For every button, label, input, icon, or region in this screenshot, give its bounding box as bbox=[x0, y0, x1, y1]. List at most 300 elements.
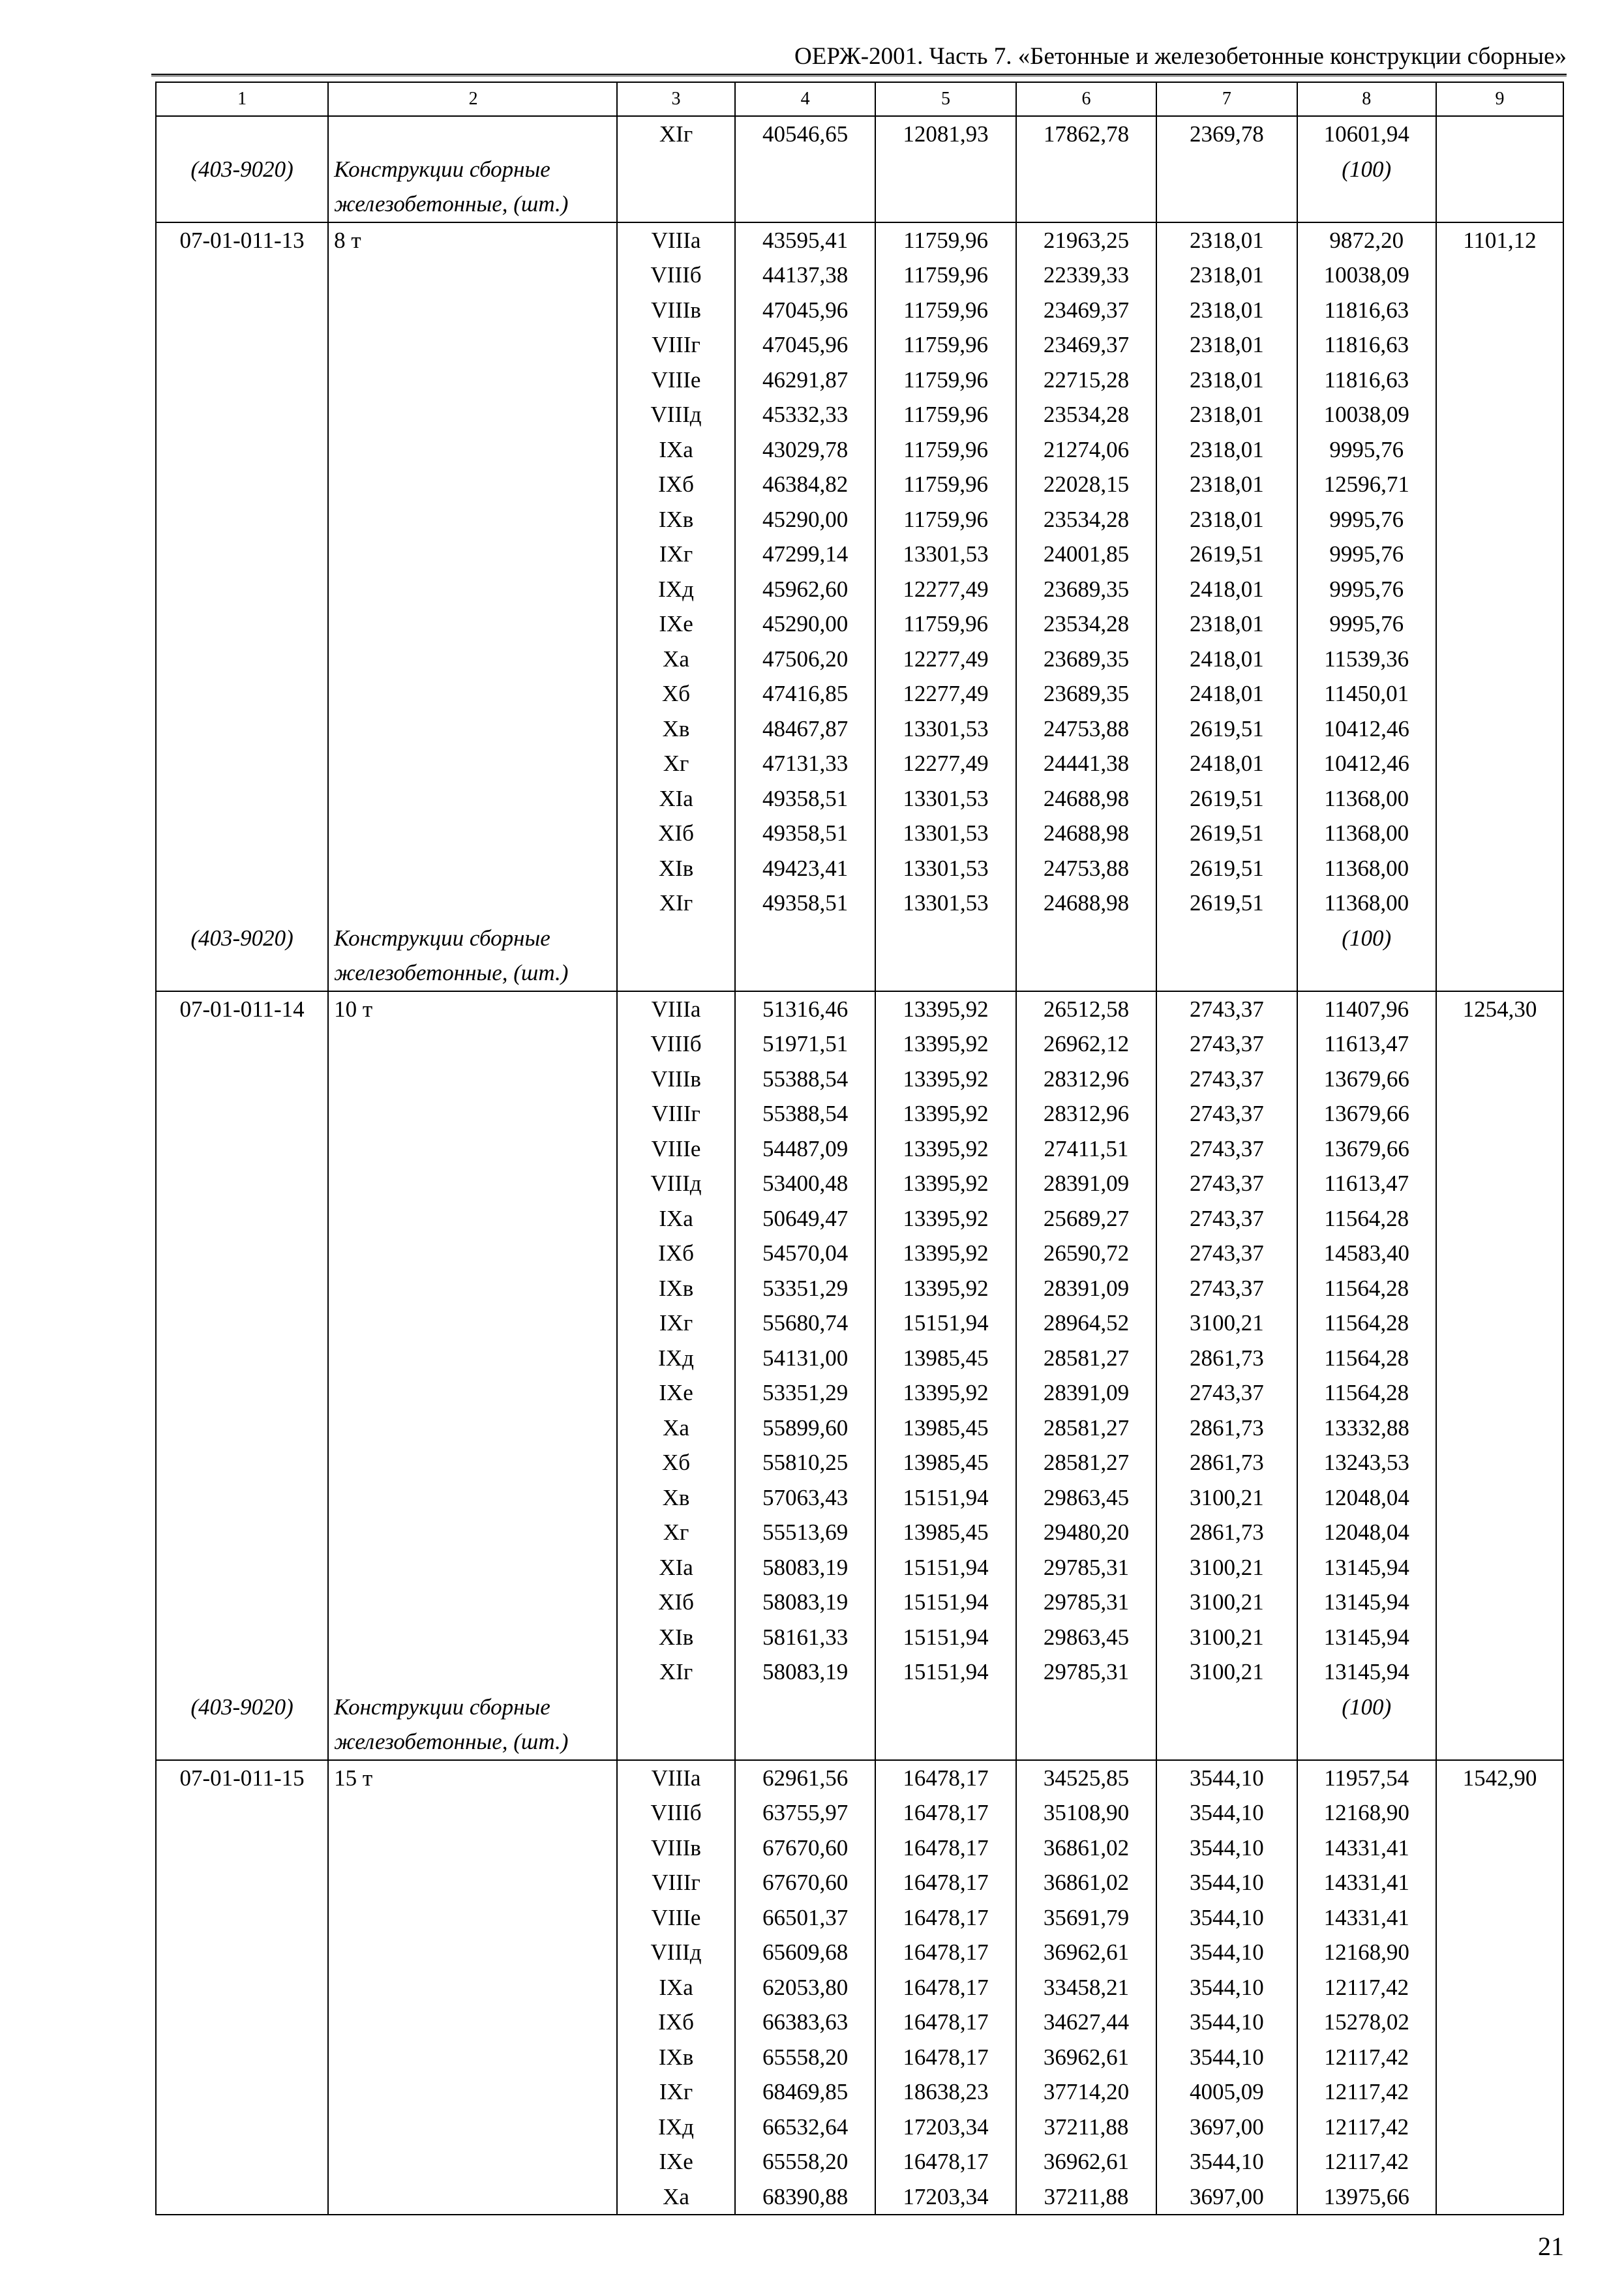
value-cell: 2743,37 bbox=[1156, 1201, 1297, 1236]
table-row bbox=[156, 2040, 1563, 2075]
code-cell bbox=[156, 327, 328, 363]
code-cell bbox=[156, 1201, 328, 1236]
value-cell: 15151,94 bbox=[875, 1306, 1015, 1341]
value-cell: 57063,43 bbox=[735, 1480, 875, 1516]
value-cell: 37714,20 bbox=[1016, 2074, 1156, 2110]
code-cell bbox=[156, 1026, 328, 1062]
value-cell: 14583,40 bbox=[1297, 1236, 1436, 1271]
value-cell: VIIIв bbox=[617, 293, 735, 328]
name-cell bbox=[328, 1062, 617, 1097]
value-cell: 11759,96 bbox=[875, 327, 1015, 363]
name-cell bbox=[328, 1654, 617, 1690]
value-cell: 40546,65 bbox=[735, 116, 875, 152]
value-cell: 11368,00 bbox=[1297, 781, 1436, 816]
value-cell: 16478,17 bbox=[875, 1795, 1015, 1831]
value-cell: 12081,93 bbox=[875, 116, 1015, 152]
material-name: Конструкции сборные bbox=[328, 1690, 617, 1725]
name-cell bbox=[328, 1550, 617, 1585]
value-cell: VIIIв bbox=[617, 1831, 735, 1866]
value-cell: 11564,28 bbox=[1297, 1271, 1436, 1306]
total-cell: 1254,30 bbox=[1436, 991, 1563, 1027]
value-cell: 45290,00 bbox=[735, 606, 875, 642]
column-number-row bbox=[156, 82, 1563, 116]
table-row bbox=[156, 816, 1563, 851]
value-cell: 54570,04 bbox=[735, 1236, 875, 1271]
total-cell bbox=[1436, 258, 1563, 293]
total-cell bbox=[1436, 711, 1563, 747]
header-rule bbox=[151, 74, 1567, 76]
table-row bbox=[156, 676, 1563, 711]
total-cell bbox=[1436, 293, 1563, 328]
table-row bbox=[156, 432, 1563, 468]
value-cell: Xв bbox=[617, 711, 735, 747]
value-cell: 2861,73 bbox=[1156, 1515, 1297, 1550]
value-cell: 11539,36 bbox=[1297, 642, 1436, 677]
value-cell: VIIIв bbox=[617, 1062, 735, 1097]
code-cell bbox=[156, 502, 328, 537]
value-cell: 3100,21 bbox=[1156, 1306, 1297, 1341]
empty-cell bbox=[875, 1690, 1015, 1725]
value-cell: 29785,31 bbox=[1016, 1585, 1156, 1620]
value-cell: 11957,54 bbox=[1297, 1760, 1436, 1796]
value-cell: 12117,42 bbox=[1297, 2110, 1436, 2145]
table-row bbox=[156, 1271, 1563, 1306]
table-row bbox=[156, 1236, 1563, 1271]
value-cell: 13395,92 bbox=[875, 1201, 1015, 1236]
total-cell bbox=[1436, 781, 1563, 816]
value-cell: 36861,02 bbox=[1016, 1831, 1156, 1866]
code-cell bbox=[156, 1900, 328, 1936]
value-cell: 68390,88 bbox=[735, 2179, 875, 2215]
value-cell: 11368,00 bbox=[1297, 816, 1436, 851]
value-cell: 34627,44 bbox=[1016, 2005, 1156, 2040]
empty-cell bbox=[735, 955, 875, 991]
name-cell bbox=[328, 2040, 617, 2075]
value-cell: VIIIб bbox=[617, 1795, 735, 1831]
code-cell bbox=[156, 676, 328, 711]
value-cell: 21963,25 bbox=[1016, 222, 1156, 258]
total-cell bbox=[1436, 2144, 1563, 2179]
value-cell: 13985,45 bbox=[875, 1445, 1015, 1480]
code-cell bbox=[156, 1865, 328, 1900]
value-cell: 11816,63 bbox=[1297, 327, 1436, 363]
name-cell bbox=[328, 2074, 617, 2110]
value-cell: 4005,09 bbox=[1156, 2074, 1297, 2110]
value-cell: XIа bbox=[617, 781, 735, 816]
value-cell: 22339,33 bbox=[1016, 258, 1156, 293]
total-cell bbox=[1436, 2005, 1563, 2040]
value-cell: 10412,46 bbox=[1297, 711, 1436, 747]
value-cell: 28581,27 bbox=[1016, 1341, 1156, 1376]
table-row bbox=[156, 2144, 1563, 2179]
total-cell bbox=[1436, 1411, 1563, 1446]
name-cell bbox=[328, 572, 617, 607]
value-cell: 13395,92 bbox=[875, 991, 1015, 1027]
name-cell bbox=[328, 851, 617, 886]
code-cell bbox=[156, 537, 328, 572]
name-cell bbox=[328, 1096, 617, 1131]
empty-cell bbox=[617, 187, 735, 222]
name-cell bbox=[328, 606, 617, 642]
empty-cell bbox=[875, 152, 1015, 187]
name-cell bbox=[328, 1515, 617, 1550]
value-cell: 13301,53 bbox=[875, 711, 1015, 747]
value-cell: 23534,28 bbox=[1016, 606, 1156, 642]
column-number: 3 bbox=[617, 82, 735, 116]
empty-cell bbox=[1297, 1724, 1436, 1760]
value-cell: 47045,96 bbox=[735, 327, 875, 363]
empty-cell bbox=[1156, 152, 1297, 187]
value-cell: 67670,60 bbox=[735, 1831, 875, 1866]
value-cell: Xа bbox=[617, 2179, 735, 2215]
code-cell bbox=[156, 1585, 328, 1620]
empty-cell bbox=[1436, 152, 1563, 187]
value-cell: 2743,37 bbox=[1156, 991, 1297, 1027]
name-cell bbox=[328, 1166, 617, 1201]
column-number: 9 bbox=[1436, 82, 1563, 116]
total-cell bbox=[1436, 1970, 1563, 2005]
value-cell: 2743,37 bbox=[1156, 1026, 1297, 1062]
value-cell: 37211,88 bbox=[1016, 2179, 1156, 2215]
total-cell bbox=[1436, 1585, 1563, 1620]
value-cell: 22715,28 bbox=[1016, 363, 1156, 398]
value-cell: 11368,00 bbox=[1297, 851, 1436, 886]
empty-cell bbox=[735, 1690, 875, 1725]
name-cell bbox=[328, 642, 617, 677]
value-cell: 58083,19 bbox=[735, 1550, 875, 1585]
value-cell: IXд bbox=[617, 572, 735, 607]
value-cell: 26962,12 bbox=[1016, 1026, 1156, 1062]
table-row bbox=[156, 1585, 1563, 1620]
value-cell: 29480,20 bbox=[1016, 1515, 1156, 1550]
total-cell bbox=[1436, 1654, 1563, 1690]
value-cell: 49423,41 bbox=[735, 851, 875, 886]
value-cell: 11816,63 bbox=[1297, 363, 1436, 398]
code-cell bbox=[156, 886, 328, 921]
total-cell bbox=[1436, 2110, 1563, 2145]
value-cell: Xб bbox=[617, 1445, 735, 1480]
value-cell: 3544,10 bbox=[1156, 1900, 1297, 1936]
table-row bbox=[156, 642, 1563, 677]
name-cell bbox=[328, 327, 617, 363]
value-cell: 15151,94 bbox=[875, 1620, 1015, 1655]
value-cell: 11759,96 bbox=[875, 397, 1015, 432]
value-cell: 2619,51 bbox=[1156, 851, 1297, 886]
value-cell: 26590,72 bbox=[1016, 1236, 1156, 1271]
value-cell: 17203,34 bbox=[875, 2179, 1015, 2215]
value-cell: VIIIб bbox=[617, 258, 735, 293]
empty-cell bbox=[875, 955, 1015, 991]
empty-cell bbox=[735, 187, 875, 222]
material-qty: (100) bbox=[1297, 921, 1436, 956]
empty-cell bbox=[1156, 955, 1297, 991]
value-cell: IXг bbox=[617, 2074, 735, 2110]
name-cell: 10 т bbox=[328, 991, 617, 1027]
name-cell bbox=[328, 1411, 617, 1446]
value-cell: 13395,92 bbox=[875, 1271, 1015, 1306]
material-row bbox=[156, 152, 1563, 187]
value-cell: 2861,73 bbox=[1156, 1341, 1297, 1376]
empty-cell bbox=[1016, 187, 1156, 222]
value-cell: 28391,09 bbox=[1016, 1375, 1156, 1411]
value-cell: 13301,53 bbox=[875, 816, 1015, 851]
value-cell: 12168,90 bbox=[1297, 1935, 1436, 1970]
column-number: 2 bbox=[328, 82, 617, 116]
name-cell bbox=[328, 1480, 617, 1516]
empty-cell bbox=[617, 921, 735, 956]
total-cell bbox=[1436, 2074, 1563, 2110]
material-qty: (100) bbox=[1297, 1690, 1436, 1725]
empty-cell bbox=[875, 1724, 1015, 1760]
name-cell bbox=[328, 2005, 617, 2040]
code-cell bbox=[156, 606, 328, 642]
name-cell bbox=[328, 1585, 617, 1620]
value-cell: 66532,64 bbox=[735, 2110, 875, 2145]
value-cell: 25689,27 bbox=[1016, 1201, 1156, 1236]
rates-table bbox=[155, 82, 1564, 2215]
value-cell: 28391,09 bbox=[1016, 1271, 1156, 1306]
value-cell: 37211,88 bbox=[1016, 2110, 1156, 2145]
column-number: 6 bbox=[1016, 82, 1156, 116]
empty-cell bbox=[617, 1690, 735, 1725]
value-cell: 9995,76 bbox=[1297, 572, 1436, 607]
value-cell: Xа bbox=[617, 1411, 735, 1446]
value-cell: 23469,37 bbox=[1016, 293, 1156, 328]
value-cell: 51316,46 bbox=[735, 991, 875, 1027]
total-cell bbox=[1436, 642, 1563, 677]
value-cell: 13395,92 bbox=[875, 1236, 1015, 1271]
name-cell bbox=[328, 258, 617, 293]
value-cell: 16478,17 bbox=[875, 1970, 1015, 2005]
name-cell bbox=[328, 1865, 617, 1900]
name-cell bbox=[328, 781, 617, 816]
value-cell: 2418,01 bbox=[1156, 676, 1297, 711]
code-cell bbox=[156, 2005, 328, 2040]
material-code: (403-9020) bbox=[156, 1690, 328, 1725]
value-cell: 51971,51 bbox=[735, 1026, 875, 1062]
total-cell bbox=[1436, 1201, 1563, 1236]
value-cell: 2743,37 bbox=[1156, 1131, 1297, 1167]
code-cell bbox=[156, 1970, 328, 2005]
value-cell: 29863,45 bbox=[1016, 1480, 1156, 1516]
value-cell: 55680,74 bbox=[735, 1306, 875, 1341]
name-cell bbox=[328, 1831, 617, 1866]
value-cell: IXд bbox=[617, 2110, 735, 2145]
total-cell bbox=[1436, 1166, 1563, 1201]
value-cell: IXе bbox=[617, 2144, 735, 2179]
value-cell: 3544,10 bbox=[1156, 1935, 1297, 1970]
code-cell bbox=[156, 2144, 328, 2179]
material-row-cont bbox=[156, 1724, 1563, 1760]
code-cell bbox=[156, 711, 328, 747]
table-row bbox=[156, 1550, 1563, 1585]
value-cell: 2318,01 bbox=[1156, 363, 1297, 398]
value-cell: 55513,69 bbox=[735, 1515, 875, 1550]
table-row bbox=[156, 1411, 1563, 1446]
value-cell: 15278,02 bbox=[1297, 2005, 1436, 2040]
value-cell: IXд bbox=[617, 1341, 735, 1376]
value-cell: 11613,47 bbox=[1297, 1166, 1436, 1201]
table-row bbox=[156, 781, 1563, 816]
column-number: 8 bbox=[1297, 82, 1436, 116]
value-cell: XIг bbox=[617, 1654, 735, 1690]
table-row bbox=[156, 327, 1563, 363]
value-cell: 13985,45 bbox=[875, 1411, 1015, 1446]
code-cell bbox=[156, 851, 328, 886]
value-cell: 13679,66 bbox=[1297, 1131, 1436, 1167]
name-cell bbox=[328, 467, 617, 502]
value-cell: 2619,51 bbox=[1156, 711, 1297, 747]
value-cell: 3544,10 bbox=[1156, 1760, 1297, 1796]
value-cell: 29785,31 bbox=[1016, 1654, 1156, 1690]
value-cell: 43029,78 bbox=[735, 432, 875, 468]
value-cell: 67670,60 bbox=[735, 1865, 875, 1900]
value-cell: IXб bbox=[617, 2005, 735, 2040]
value-cell: 3544,10 bbox=[1156, 2005, 1297, 2040]
value-cell: 28312,96 bbox=[1016, 1062, 1156, 1097]
total-cell bbox=[1436, 363, 1563, 398]
value-cell: 12048,04 bbox=[1297, 1480, 1436, 1516]
code-cell bbox=[156, 1620, 328, 1655]
value-cell: 13395,92 bbox=[875, 1375, 1015, 1411]
value-cell: 15151,94 bbox=[875, 1585, 1015, 1620]
total-cell bbox=[1436, 1550, 1563, 1585]
value-cell: 28581,27 bbox=[1016, 1445, 1156, 1480]
table-row bbox=[156, 1795, 1563, 1831]
code-cell bbox=[156, 293, 328, 328]
material-name-cont: железобетонные, (шт.) bbox=[328, 955, 617, 991]
code-cell bbox=[156, 816, 328, 851]
empty-cell bbox=[617, 955, 735, 991]
code-cell bbox=[156, 2179, 328, 2215]
value-cell: 49358,51 bbox=[735, 781, 875, 816]
empty-cell bbox=[735, 152, 875, 187]
value-cell: 13679,66 bbox=[1297, 1096, 1436, 1131]
value-cell: 13395,92 bbox=[875, 1062, 1015, 1097]
value-cell: 16478,17 bbox=[875, 1900, 1015, 1936]
value-cell: 53351,29 bbox=[735, 1271, 875, 1306]
table-row bbox=[156, 2110, 1563, 2145]
table-row bbox=[156, 1131, 1563, 1167]
value-cell: 9995,76 bbox=[1297, 502, 1436, 537]
empty-cell bbox=[156, 187, 328, 222]
total-cell bbox=[1436, 1795, 1563, 1831]
name-cell bbox=[328, 1201, 617, 1236]
code-cell bbox=[156, 1096, 328, 1131]
value-cell: 58083,19 bbox=[735, 1585, 875, 1620]
value-cell: 53351,29 bbox=[735, 1375, 875, 1411]
table-row bbox=[156, 1445, 1563, 1480]
name-cell bbox=[328, 502, 617, 537]
value-cell: 35691,79 bbox=[1016, 1900, 1156, 1936]
code-cell bbox=[156, 642, 328, 677]
value-cell: IXб bbox=[617, 1236, 735, 1271]
value-cell: VIIIд bbox=[617, 1935, 735, 1970]
value-cell: 17203,34 bbox=[875, 2110, 1015, 2145]
total-cell bbox=[1436, 1306, 1563, 1341]
name-cell bbox=[328, 1131, 617, 1167]
name-cell bbox=[328, 432, 617, 468]
code-cell bbox=[156, 1271, 328, 1306]
value-cell: 11564,28 bbox=[1297, 1341, 1436, 1376]
name-cell bbox=[328, 676, 617, 711]
value-cell: 11759,96 bbox=[875, 432, 1015, 468]
value-cell: 2369,78 bbox=[1156, 116, 1297, 152]
value-cell: VIIIе bbox=[617, 363, 735, 398]
value-cell: Xб bbox=[617, 676, 735, 711]
value-cell: 2318,01 bbox=[1156, 606, 1297, 642]
column-number: 5 bbox=[875, 82, 1015, 116]
total-cell bbox=[1436, 502, 1563, 537]
name-cell bbox=[328, 1375, 617, 1411]
value-cell: 48467,87 bbox=[735, 711, 875, 747]
material-qty: (100) bbox=[1297, 152, 1436, 187]
empty-cell bbox=[156, 1724, 328, 1760]
value-cell: 22028,15 bbox=[1016, 467, 1156, 502]
code-cell bbox=[156, 1445, 328, 1480]
total-cell: 1542,90 bbox=[1436, 1760, 1563, 1796]
total-cell bbox=[1436, 1445, 1563, 1480]
value-cell: 11816,63 bbox=[1297, 293, 1436, 328]
value-cell: 2861,73 bbox=[1156, 1411, 1297, 1446]
value-cell: 29863,45 bbox=[1016, 1620, 1156, 1655]
code-cell bbox=[156, 397, 328, 432]
value-cell: 36861,02 bbox=[1016, 1865, 1156, 1900]
value-cell: 29785,31 bbox=[1016, 1550, 1156, 1585]
value-cell: 24688,98 bbox=[1016, 886, 1156, 921]
total-cell bbox=[1436, 676, 1563, 711]
total-cell bbox=[1436, 606, 1563, 642]
value-cell: 28581,27 bbox=[1016, 1411, 1156, 1446]
table-row bbox=[156, 572, 1563, 607]
code-cell bbox=[156, 572, 328, 607]
value-cell: 11407,96 bbox=[1297, 991, 1436, 1027]
total-cell bbox=[1436, 572, 1563, 607]
total-cell bbox=[1436, 1062, 1563, 1097]
total-cell bbox=[1436, 1375, 1563, 1411]
value-cell: XIб bbox=[617, 1585, 735, 1620]
value-cell: 28391,09 bbox=[1016, 1166, 1156, 1201]
value-cell: 2318,01 bbox=[1156, 258, 1297, 293]
value-cell: IXе bbox=[617, 1375, 735, 1411]
code-cell bbox=[156, 432, 328, 468]
empty-cell bbox=[1016, 1724, 1156, 1760]
total-cell bbox=[1436, 1271, 1563, 1306]
value-cell: 49358,51 bbox=[735, 816, 875, 851]
name-cell bbox=[328, 1900, 617, 1936]
table-row bbox=[156, 1306, 1563, 1341]
value-cell: 9995,76 bbox=[1297, 537, 1436, 572]
value-cell: 13395,92 bbox=[875, 1026, 1015, 1062]
value-cell: 50649,47 bbox=[735, 1201, 875, 1236]
value-cell: VIIIг bbox=[617, 327, 735, 363]
value-cell: VIIIд bbox=[617, 1166, 735, 1201]
table-row bbox=[156, 991, 1563, 1027]
total-cell bbox=[1436, 1341, 1563, 1376]
value-cell: 24753,88 bbox=[1016, 711, 1156, 747]
value-cell: 13145,94 bbox=[1297, 1620, 1436, 1655]
value-cell: 24753,88 bbox=[1016, 851, 1156, 886]
total-cell bbox=[1436, 746, 1563, 781]
value-cell: 2318,01 bbox=[1156, 293, 1297, 328]
value-cell: 33458,21 bbox=[1016, 1970, 1156, 2005]
value-cell: 28964,52 bbox=[1016, 1306, 1156, 1341]
table-row bbox=[156, 397, 1563, 432]
value-cell: IXа bbox=[617, 1970, 735, 2005]
code-cell bbox=[156, 746, 328, 781]
value-cell: 2743,37 bbox=[1156, 1236, 1297, 1271]
value-cell: 11564,28 bbox=[1297, 1306, 1436, 1341]
